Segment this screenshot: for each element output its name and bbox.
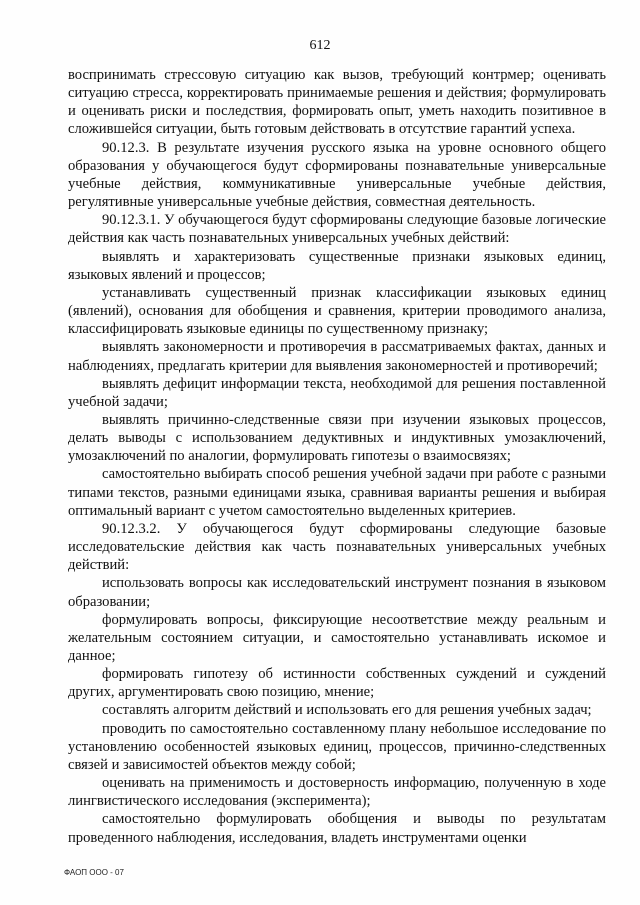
list-item-logical-6: самостоятельно выбирать способ решения учебной задачи при работе с разными типами текстов, разными единицами языка, сравнивая варианты решения и выбирая оптимальный вариант с учетом самостоятельно выделенных критериев.	[68, 466, 606, 519]
list-item-research-5: проводить по самостоятельно составленному плану небольшое исследование по установлению особенностей языковых единиц, процессов, причинно-следственных связей и зависимостей объектов между собой;	[68, 720, 606, 773]
list-item-research-1: использовать вопросы как исследовательский инструмент познания в языковом образовании;	[68, 575, 606, 610]
list-item-research-4: составлять алгоритм действий и использовать его для решения учебных задач;	[102, 702, 592, 719]
list-item-logical-5: выявлять причинно-следственные связи при изучении языковых процессов, делать выводы с использованием дедуктивных и индуктивных умозаключений, умозаключений по аналогии, формулировать гипотезы о взаимосвязях;	[68, 411, 606, 465]
list-item-logical-4: выявлять дефицит информации текста, необходимой для решения поставленной учебной задачи;	[68, 375, 606, 410]
page-number: 612	[309, 38, 331, 53]
list-item-logical-1: выявлять и характеризовать существенные признаки языковых единиц, языковых явлений и процессов;	[68, 248, 606, 283]
paragraph-90-12-3-2: 90.12.3.2. У обучающегося будут сформированы следующие базовые исследовательские действия как часть познавательных универсальных учебных действий:	[68, 520, 606, 574]
list-item-logical-2: устанавливать существенный признак классификации языковых единиц (явлений), основания для обобщения и сравнения, критерии проводимого анализа, классифицировать языковые единицы по существенному признаку;	[68, 284, 606, 338]
paragraph-continuation: воспринимать стрессовую ситуацию как вызов, требующий контрмер; оценивать ситуацию стресса, корректировать принимаемые решения и действия; формулировать и оценивать риски и последствия, формировать опыт, уметь находить позитивное в сложившейся ситуации, быть готовым действовать в отсутствие гарантий успеха.	[68, 67, 606, 138]
list-item-research-3: формировать гипотезу об истинности собственных суждений и суждений других, аргументировать свою позицию, мнение;	[68, 666, 606, 701]
document-footer: ФАОП ООО - 07	[64, 868, 124, 877]
list-item-logical-3: выявлять закономерности и противоречия в рассматриваемых фактах, данных и наблюдениях, предлагать критерии для выявления закономерностей и противоречий;	[68, 339, 606, 374]
list-item-research-7: самостоятельно формулировать обобщения и выводы по результатам проведенного наблюдения, исследования, владеть инструментами оценки	[68, 811, 606, 846]
list-item-research-2: формулировать вопросы, фиксирующие несоответствие между реальным и желательным состоянием ситуации, и самостоятельно устанавливать искомое и данное;	[68, 611, 606, 664]
list-item-research-6: оценивать на применимость и достоверность информацию, полученную в ходе лингвистического исследования (эксперимента);	[68, 775, 606, 810]
paragraph-90-12-3: 90.12.3. В результате изучения русского языка на уровне основного общего образования у обучающегося будут сформированы познавательные универсальные учебные действия, коммуникативные универсальные учебные действия, регулятивные универсальные учебные действия, совместная деятельность.	[68, 139, 606, 211]
paragraph-90-12-3-1: 90.12.3.1. У обучающегося будут сформированы следующие базовые логические действия как часть познавательных универсальных учебных действий:	[68, 212, 606, 247]
document-body	[68, 66, 606, 847]
